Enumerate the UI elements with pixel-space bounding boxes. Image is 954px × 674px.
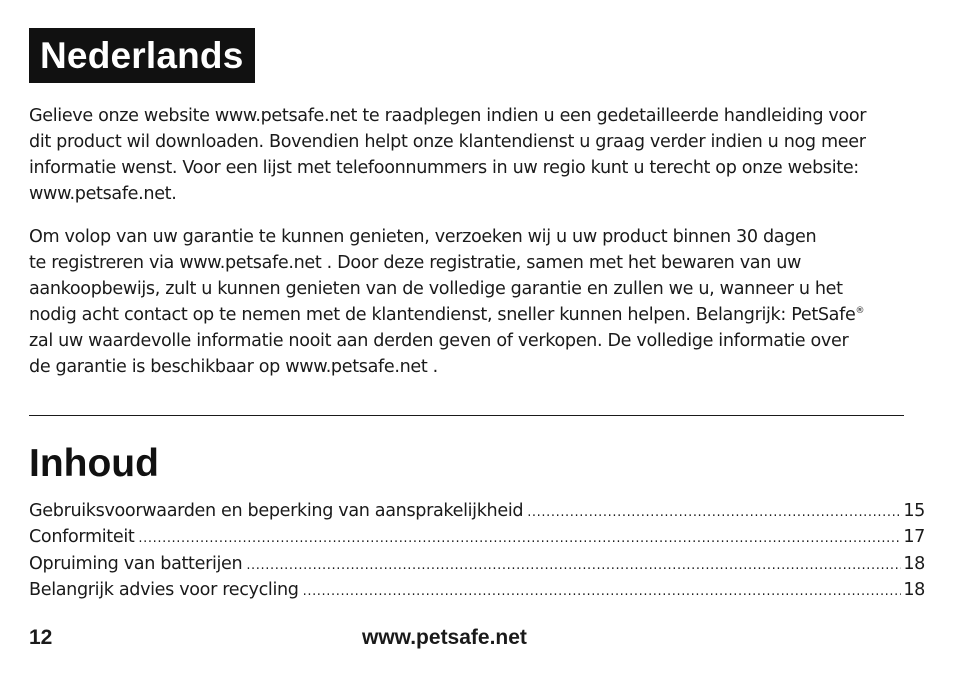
- toc-entry-label: Conformiteit: [29, 527, 135, 548]
- toc-leader-dots: [303, 579, 902, 605]
- toc-entry-label: Gebruiksvoorwaarden en beperking van aansprakelijkheid: [29, 501, 524, 521]
- toc-leader-dots: [246, 553, 901, 579]
- toc-entry-page: 15: [903, 501, 925, 521]
- warranty-line: aankoopbewijs, zult u kunnen genieten van de volledige garantie en zullen we u, wanneer u het: [29, 279, 843, 299]
- warranty-paragraph: [29, 224, 934, 380]
- warranty-line-text: nodig acht contact op te nemen met de klantendienst, sneller kunnen helpen. Belangrijk: PetSafe: [29, 305, 856, 325]
- table-of-contents: [29, 498, 925, 603]
- intro-line: informatie wenst. Voor een lijst met telefoonnummers in uw regio kunt u terecht op onze website:: [29, 158, 859, 178]
- intro-line: dit product wil downloaden. Bovendien helpt onze klantendienst u graag verder indien u nog meer: [29, 132, 866, 152]
- toc-entry[interactable]: [29, 524, 925, 550]
- toc-leader-dots: [138, 526, 901, 552]
- page-number: 12: [29, 626, 53, 649]
- toc-entry[interactable]: [29, 577, 925, 603]
- intro-line: Gelieve onze website www.petsafe.net te raadplegen indien u een gedetailleerde handleiding voor: [29, 106, 867, 126]
- toc-entry[interactable]: [29, 498, 925, 524]
- toc-leader-dots: [527, 500, 901, 526]
- warranty-line: [29, 302, 934, 328]
- toc-title: Inhoud: [29, 442, 159, 485]
- toc-entry-page: 18: [903, 553, 925, 574]
- toc-entry[interactable]: [29, 551, 925, 577]
- toc-entry-label: Belangrijk advies voor recycling: [29, 579, 299, 600]
- intro-line: www.petsafe.net.: [29, 184, 177, 204]
- registered-trademark: ®: [855, 306, 865, 316]
- language-heading: Nederlands: [29, 28, 255, 83]
- section-divider: [29, 415, 904, 416]
- toc-entry-page: 17: [903, 527, 925, 548]
- toc-entry-label: Opruiming van batterijen: [29, 553, 243, 574]
- intro-paragraph: [29, 103, 934, 207]
- warranty-line: Om volop van uw garantie te kunnen genieten, verzoeken wij u uw product binnen 30 dagen: [29, 227, 817, 247]
- toc-entry-page: 18: [903, 579, 925, 600]
- warranty-line: de garantie is beschikbaar op www.petsafe.net .: [29, 357, 438, 377]
- warranty-line: zal uw waardevolle informatie nooit aan derden geven of verkopen. De volledige informatie over: [29, 331, 849, 351]
- warranty-line: te registreren via www.petsafe.net . Door deze registratie, samen met het bewaren van uw: [29, 253, 802, 273]
- footer-website-link[interactable]: www.petsafe.net: [362, 626, 527, 649]
